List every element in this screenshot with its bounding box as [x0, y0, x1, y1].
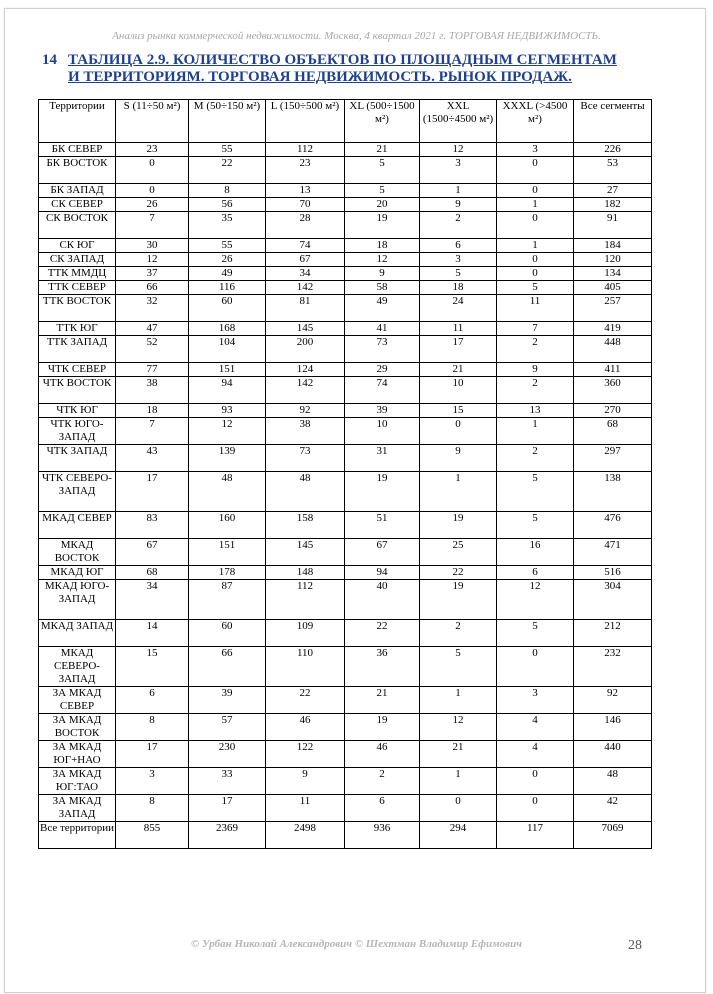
value-cell: 0 [497, 253, 574, 267]
value-cell: 145 [266, 539, 345, 566]
value-cell: 53 [574, 157, 652, 184]
value-cell: 168 [189, 322, 266, 336]
table-header [39, 100, 652, 143]
territory-cell: ЗА МКАД ВОСТОК [39, 714, 116, 741]
value-cell: 419 [574, 322, 652, 336]
value-cell: 33 [189, 768, 266, 795]
value-cell: 1 [497, 198, 574, 212]
value-cell: 8 [116, 714, 189, 741]
value-cell: 39 [345, 404, 420, 418]
table-row [39, 404, 652, 418]
table-row [39, 741, 652, 768]
column-header: XXL (1500÷4500 м²) [420, 100, 497, 143]
territory-cell: ТТК ЗАПАД [39, 336, 116, 363]
value-cell: 18 [420, 281, 497, 295]
table-row [39, 281, 652, 295]
value-cell: 26 [116, 198, 189, 212]
value-cell: 9 [497, 363, 574, 377]
value-cell: 56 [189, 198, 266, 212]
value-cell: 11 [497, 295, 574, 322]
value-cell: 5 [497, 620, 574, 647]
value-cell: 471 [574, 539, 652, 566]
value-cell: 3 [420, 253, 497, 267]
value-cell: 122 [266, 741, 345, 768]
value-cell: 11 [266, 795, 345, 822]
value-cell: 26 [189, 253, 266, 267]
value-cell: 49 [345, 295, 420, 322]
value-cell: 2 [497, 377, 574, 404]
value-cell: 12 [420, 714, 497, 741]
value-cell: 92 [574, 687, 652, 714]
territory-cell: БК ЗАПАД [39, 184, 116, 198]
column-header: L (150÷500 м²) [266, 100, 345, 143]
header-row [39, 100, 652, 143]
value-cell: 5 [497, 512, 574, 539]
value-cell: 112 [266, 580, 345, 620]
value-cell: 9 [266, 768, 345, 795]
value-cell: 936 [345, 822, 420, 849]
value-cell: 104 [189, 336, 266, 363]
value-cell: 112 [266, 143, 345, 157]
value-cell: 91 [574, 212, 652, 239]
territory-cell: СК ЗАПАД [39, 253, 116, 267]
value-cell: 67 [116, 539, 189, 566]
value-cell: 20 [345, 198, 420, 212]
running-header: Анализ рынка коммерческой недвижимости. Москва, 4 квартал 2021 г. ТОРГОВАЯ НЕДВИЖИМОСТЬ. [112, 30, 601, 42]
value-cell: 160 [189, 512, 266, 539]
value-cell: 25 [420, 539, 497, 566]
value-cell: 66 [189, 647, 266, 687]
table-row [39, 445, 652, 472]
value-cell: 151 [189, 539, 266, 566]
value-cell: 148 [266, 566, 345, 580]
table-row [39, 539, 652, 566]
value-cell: 15 [116, 647, 189, 687]
value-cell: 23 [116, 143, 189, 157]
value-cell: 2 [497, 336, 574, 363]
value-cell: 516 [574, 566, 652, 580]
value-cell: 360 [574, 377, 652, 404]
value-cell: 34 [266, 267, 345, 281]
section-number: 14 [42, 52, 57, 68]
table-row [39, 184, 652, 198]
value-cell: 17 [420, 336, 497, 363]
table-row [39, 267, 652, 281]
value-cell: 57 [189, 714, 266, 741]
value-cell: 7 [116, 212, 189, 239]
value-cell: 51 [345, 512, 420, 539]
value-cell: 2 [345, 768, 420, 795]
value-cell: 184 [574, 239, 652, 253]
value-cell: 116 [189, 281, 266, 295]
value-cell: 43 [116, 445, 189, 472]
table-row [39, 647, 652, 687]
value-cell: 67 [345, 539, 420, 566]
value-cell: 6 [345, 795, 420, 822]
value-cell: 55 [189, 239, 266, 253]
table-row [39, 620, 652, 647]
value-cell: 0 [497, 212, 574, 239]
value-cell: 68 [116, 566, 189, 580]
territory-cell: Все территории [39, 822, 116, 849]
value-cell: 22 [266, 687, 345, 714]
value-cell: 46 [266, 714, 345, 741]
value-cell: 138 [574, 472, 652, 512]
value-cell: 19 [345, 714, 420, 741]
value-cell: 73 [266, 445, 345, 472]
value-cell: 31 [345, 445, 420, 472]
segments-table [38, 99, 652, 849]
value-cell: 0 [116, 157, 189, 184]
value-cell: 48 [266, 472, 345, 512]
value-cell: 476 [574, 512, 652, 539]
value-cell: 294 [420, 822, 497, 849]
value-cell: 77 [116, 363, 189, 377]
value-cell: 109 [266, 620, 345, 647]
value-cell: 70 [266, 198, 345, 212]
value-cell: 1 [497, 418, 574, 445]
value-cell: 12 [116, 253, 189, 267]
value-cell: 87 [189, 580, 266, 620]
column-header: Территории [39, 100, 116, 143]
value-cell: 38 [116, 377, 189, 404]
value-cell: 5 [345, 184, 420, 198]
value-cell: 94 [345, 566, 420, 580]
value-cell: 304 [574, 580, 652, 620]
value-cell: 55 [189, 143, 266, 157]
value-cell: 0 [420, 418, 497, 445]
value-cell: 151 [189, 363, 266, 377]
value-cell: 5 [497, 281, 574, 295]
value-cell: 19 [345, 472, 420, 512]
value-cell: 73 [345, 336, 420, 363]
value-cell: 230 [189, 741, 266, 768]
value-cell: 139 [189, 445, 266, 472]
value-cell: 68 [574, 418, 652, 445]
value-cell: 6 [497, 566, 574, 580]
table-row [39, 795, 652, 822]
value-cell: 405 [574, 281, 652, 295]
value-cell: 212 [574, 620, 652, 647]
value-cell: 94 [189, 377, 266, 404]
value-cell: 0 [497, 768, 574, 795]
territory-cell: ЧТК ЮГ [39, 404, 116, 418]
value-cell: 12 [345, 253, 420, 267]
territory-cell: МКАД ЮГО-ЗАПАД [39, 580, 116, 620]
value-cell: 60 [189, 295, 266, 322]
territory-cell: МКАД ЮГ [39, 566, 116, 580]
column-header: XL (500÷1500 м²) [345, 100, 420, 143]
value-cell: 66 [116, 281, 189, 295]
table-row [39, 822, 652, 849]
value-cell: 2 [420, 620, 497, 647]
value-cell: 3 [497, 143, 574, 157]
table-row [39, 336, 652, 363]
value-cell: 41 [345, 322, 420, 336]
value-cell: 8 [116, 795, 189, 822]
value-cell: 3 [497, 687, 574, 714]
territory-cell: МКАД СЕВЕР [39, 512, 116, 539]
value-cell: 1 [420, 768, 497, 795]
value-cell: 411 [574, 363, 652, 377]
value-cell: 22 [345, 620, 420, 647]
table-row [39, 157, 652, 184]
value-cell: 2369 [189, 822, 266, 849]
value-cell: 182 [574, 198, 652, 212]
column-header: XXXL (>4500 м²) [497, 100, 574, 143]
table-row [39, 418, 652, 445]
value-cell: 0 [497, 647, 574, 687]
value-cell: 0 [497, 795, 574, 822]
territory-cell: СК ВОСТОК [39, 212, 116, 239]
territory-cell: ЗА МКАД СЕВЕР [39, 687, 116, 714]
value-cell: 124 [266, 363, 345, 377]
territory-cell: МКАД СЕВЕРО-ЗАПАД [39, 647, 116, 687]
column-header: S (11÷50 м²) [116, 100, 189, 143]
value-cell: 32 [116, 295, 189, 322]
value-cell: 5 [420, 647, 497, 687]
table-row [39, 377, 652, 404]
value-cell: 14 [116, 620, 189, 647]
value-cell: 12 [497, 580, 574, 620]
value-cell: 142 [266, 377, 345, 404]
value-cell: 2498 [266, 822, 345, 849]
territory-cell: МКАД ЗАПАД [39, 620, 116, 647]
value-cell: 4 [497, 741, 574, 768]
value-cell: 49 [189, 267, 266, 281]
value-cell: 6 [420, 239, 497, 253]
value-cell: 4 [497, 714, 574, 741]
value-cell: 74 [266, 239, 345, 253]
value-cell: 178 [189, 566, 266, 580]
value-cell: 22 [189, 157, 266, 184]
value-cell: 37 [116, 267, 189, 281]
value-cell: 1 [497, 239, 574, 253]
territory-cell: ЧТК ВОСТОК [39, 377, 116, 404]
value-cell: 0 [497, 184, 574, 198]
table-row [39, 580, 652, 620]
value-cell: 134 [574, 267, 652, 281]
value-cell: 448 [574, 336, 652, 363]
value-cell: 30 [116, 239, 189, 253]
value-cell: 28 [266, 212, 345, 239]
territory-cell: ТТК ВОСТОК [39, 295, 116, 322]
value-cell: 21 [345, 687, 420, 714]
value-cell: 142 [266, 281, 345, 295]
value-cell: 257 [574, 295, 652, 322]
value-cell: 145 [266, 322, 345, 336]
value-cell: 83 [116, 512, 189, 539]
value-cell: 146 [574, 714, 652, 741]
value-cell: 92 [266, 404, 345, 418]
territory-cell: ТТК СЕВЕР [39, 281, 116, 295]
value-cell: 18 [116, 404, 189, 418]
table-row [39, 363, 652, 377]
value-cell: 11 [420, 322, 497, 336]
value-cell: 0 [420, 795, 497, 822]
value-cell: 16 [497, 539, 574, 566]
value-cell: 0 [497, 267, 574, 281]
value-cell: 48 [189, 472, 266, 512]
table-row [39, 198, 652, 212]
value-cell: 21 [420, 741, 497, 768]
value-cell: 6 [116, 687, 189, 714]
table-row [39, 714, 652, 741]
value-cell: 18 [345, 239, 420, 253]
value-cell: 200 [266, 336, 345, 363]
table-row [39, 472, 652, 512]
value-cell: 17 [116, 741, 189, 768]
copyright-footer: © Урбан Николай Александрович © Шехтман Владимир Ефимович [190, 938, 522, 950]
territory-cell: ЗА МКАД ЮГ:ТАО [39, 768, 116, 795]
value-cell: 9 [345, 267, 420, 281]
value-cell: 21 [420, 363, 497, 377]
column-header: Все сегменты [574, 100, 652, 143]
table-row [39, 239, 652, 253]
value-cell: 232 [574, 647, 652, 687]
value-cell: 270 [574, 404, 652, 418]
page-number: 28 [628, 938, 642, 953]
value-cell: 855 [116, 822, 189, 849]
value-cell: 15 [420, 404, 497, 418]
value-cell: 0 [497, 157, 574, 184]
territory-cell: ЗА МКАД ЗАПАД [39, 795, 116, 822]
value-cell: 17 [189, 795, 266, 822]
value-cell: 1 [420, 687, 497, 714]
territory-cell: МКАД ВОСТОК [39, 539, 116, 566]
value-cell: 110 [266, 647, 345, 687]
value-cell: 29 [345, 363, 420, 377]
value-cell: 34 [116, 580, 189, 620]
value-cell: 9 [420, 198, 497, 212]
value-cell: 27 [574, 184, 652, 198]
value-cell: 22 [420, 566, 497, 580]
value-cell: 23 [266, 157, 345, 184]
value-cell: 35 [189, 212, 266, 239]
value-cell: 74 [345, 377, 420, 404]
value-cell: 47 [116, 322, 189, 336]
table-body [39, 143, 652, 849]
value-cell: 60 [189, 620, 266, 647]
value-cell: 5 [345, 157, 420, 184]
value-cell: 39 [189, 687, 266, 714]
table-row [39, 143, 652, 157]
value-cell: 48 [574, 768, 652, 795]
value-cell: 1 [420, 184, 497, 198]
table-row [39, 768, 652, 795]
territory-cell: ЧТК СЕВЕР [39, 363, 116, 377]
value-cell: 42 [574, 795, 652, 822]
value-cell: 2 [420, 212, 497, 239]
value-cell: 2 [497, 445, 574, 472]
value-cell: 24 [420, 295, 497, 322]
value-cell: 21 [345, 143, 420, 157]
value-cell: 10 [420, 377, 497, 404]
territory-cell: БК СЕВЕР [39, 143, 116, 157]
value-cell: 19 [345, 212, 420, 239]
territory-cell: ЧТК ЮГО-ЗАПАД [39, 418, 116, 445]
territory-cell: СК СЕВЕР [39, 198, 116, 212]
value-cell: 8 [189, 184, 266, 198]
territory-cell: ТТК ЮГ [39, 322, 116, 336]
table-row [39, 295, 652, 322]
table-row [39, 566, 652, 580]
value-cell: 7 [116, 418, 189, 445]
value-cell: 19 [420, 580, 497, 620]
value-cell: 38 [266, 418, 345, 445]
value-cell: 36 [345, 647, 420, 687]
value-cell: 0 [116, 184, 189, 198]
value-cell: 7069 [574, 822, 652, 849]
value-cell: 226 [574, 143, 652, 157]
value-cell: 58 [345, 281, 420, 295]
value-cell: 158 [266, 512, 345, 539]
value-cell: 440 [574, 741, 652, 768]
value-cell: 12 [420, 143, 497, 157]
value-cell: 3 [420, 157, 497, 184]
value-cell: 12 [189, 418, 266, 445]
territory-cell: БК ВОСТОК [39, 157, 116, 184]
territory-cell: ТТК ММДЦ [39, 267, 116, 281]
value-cell: 17 [116, 472, 189, 512]
value-cell: 120 [574, 253, 652, 267]
column-header: M (50÷150 м²) [189, 100, 266, 143]
value-cell: 10 [345, 418, 420, 445]
value-cell: 297 [574, 445, 652, 472]
table-row [39, 687, 652, 714]
value-cell: 19 [420, 512, 497, 539]
territory-cell: ЧТК ЗАПАД [39, 445, 116, 472]
value-cell: 5 [420, 267, 497, 281]
value-cell: 67 [266, 253, 345, 267]
value-cell: 5 [497, 472, 574, 512]
value-cell: 1 [420, 472, 497, 512]
value-cell: 46 [345, 741, 420, 768]
value-cell: 93 [189, 404, 266, 418]
value-cell: 3 [116, 768, 189, 795]
value-cell: 40 [345, 580, 420, 620]
value-cell: 52 [116, 336, 189, 363]
territory-cell: ЗА МКАД ЮГ+НАО [39, 741, 116, 768]
value-cell: 13 [497, 404, 574, 418]
table-row [39, 212, 652, 239]
table-row [39, 253, 652, 267]
table-title: ТАБЛИЦА 2.9. КОЛИЧЕСТВО ОБЪЕКТОВ ПО ПЛОЩАДНЫМ СЕГМЕНТАМ И ТЕРРИТОРИЯМ. ТОРГОВАЯ НЕДВИЖИМОСТЬ. РЫНОК ПРОДАЖ. [68, 52, 617, 85]
table-row [39, 512, 652, 539]
value-cell: 9 [420, 445, 497, 472]
value-cell: 7 [497, 322, 574, 336]
value-cell: 81 [266, 295, 345, 322]
table-row [39, 322, 652, 336]
value-cell: 117 [497, 822, 574, 849]
value-cell: 13 [266, 184, 345, 198]
territory-cell: СК ЮГ [39, 239, 116, 253]
territory-cell: ЧТК СЕВЕРО-ЗАПАД [39, 472, 116, 512]
